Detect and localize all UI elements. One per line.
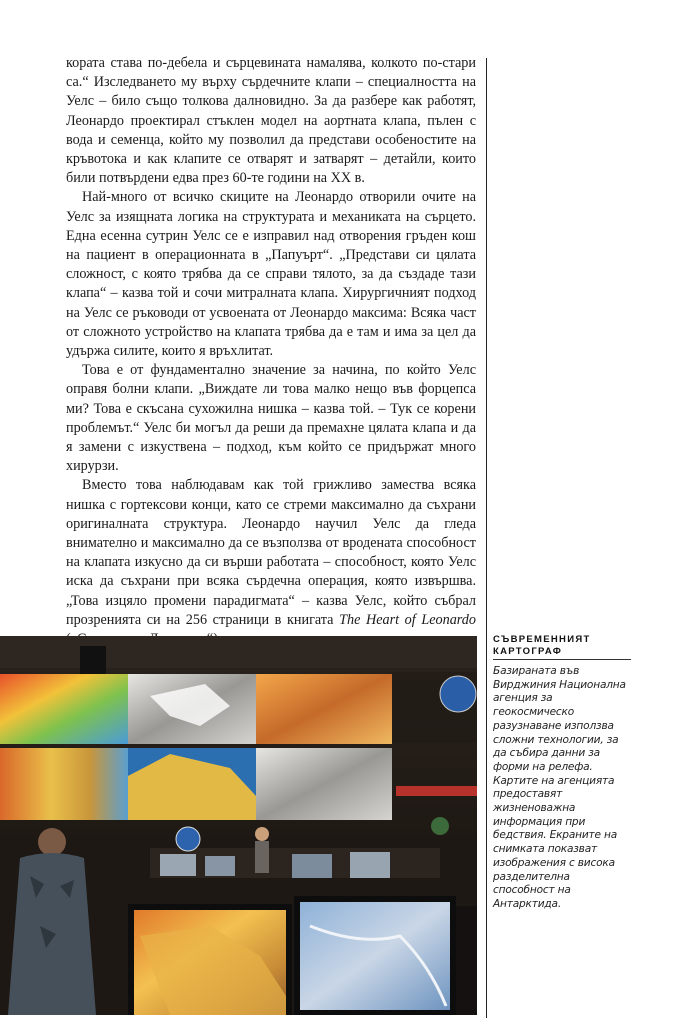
paragraph-4-text: Вместо това наблюдавам как той грижливо замества всяка нишка с гортексови конци, като се стреми максимално да съхрани оригиналната структура. Леонардо научил Уелс да гледа внимателно и максимално да се възползва от вродената способност на клапата изкусно да си върши работата – способност, която Уелс иска да съхрани при всяка сърдечна операция, която извършва. „Това изцяло промени парадигмата“ – казва Уелс, който събрал прозренията си на 256 страници в книгата bbox=[66, 477, 476, 628]
paragraph-2: Най-много от всичко скиците на Леонардо отворили очите на Уелс за изящната логика на структурата и механиката на сърцето. Една есенна сутрин Уелс се е изправил над отворения гръден кош на пациент в операционната в „Папуърт“. „Представи си цялата сложност, с която трябва да се справи тялото, за да създаде тази клапа“ – казва той и сочи митралната клапа. Хирургичният подход на Уелс се ръководи от усвоената от Леонардо максима: Всяка част от сложното устройство на клапата трябва да е там и има за цел да удържа силите, които я връхлитат. bbox=[66, 189, 476, 360]
caption-text: Базираната във Вирджиния Национална агенция за геокосмическо разузнаване използва сложни технологии, за да събира данни за форми на релефа. Картите на агенцията предоставят жизненоважна информация при бедствия. Екраните на снимката показват изображения с висока разделителна способност на Антарктида. bbox=[493, 665, 626, 910]
paragraph-4 bbox=[66, 476, 476, 649]
paragraph-1: кората става по-дебела и сърцевината намалява, колкото по-стари са.“ Изследването му върху сърдечните клапи – специалността на Уелс – било също толкова далновидно. За да разбере как работят, Леонардо проектирал стъклен модел на аортната клапа, пълен с вода и семенца, който му позволил да представи особеностите на кръвотока и как клапите се отварят и затварят – детайли, които били потвърдени едва през 60-те години на XX в. bbox=[66, 55, 476, 187]
control-room-photo bbox=[0, 636, 477, 1015]
column-divider bbox=[486, 58, 487, 1018]
book-title: The Heart of Leonardo bbox=[339, 611, 476, 628]
photo-caption-box bbox=[493, 634, 631, 912]
article-body bbox=[66, 54, 476, 707]
paragraph-3: Това е от фундаментално значение за начина, по който Уелс оправя болни клапи. „Виждате ли това малко нещо във форцепса ми? Това е скъсана сухожилна нишка – казва той. – Тук се корени проблемът.“ Уелс би могъл да реши да премахне цялата клапа и да я замени с изкуствена – подход, към който се придържат много хирурзи. bbox=[66, 362, 476, 475]
caption-kicker: СЪВРЕМЕННИЯТ КАРТОГРАФ bbox=[493, 634, 631, 660]
